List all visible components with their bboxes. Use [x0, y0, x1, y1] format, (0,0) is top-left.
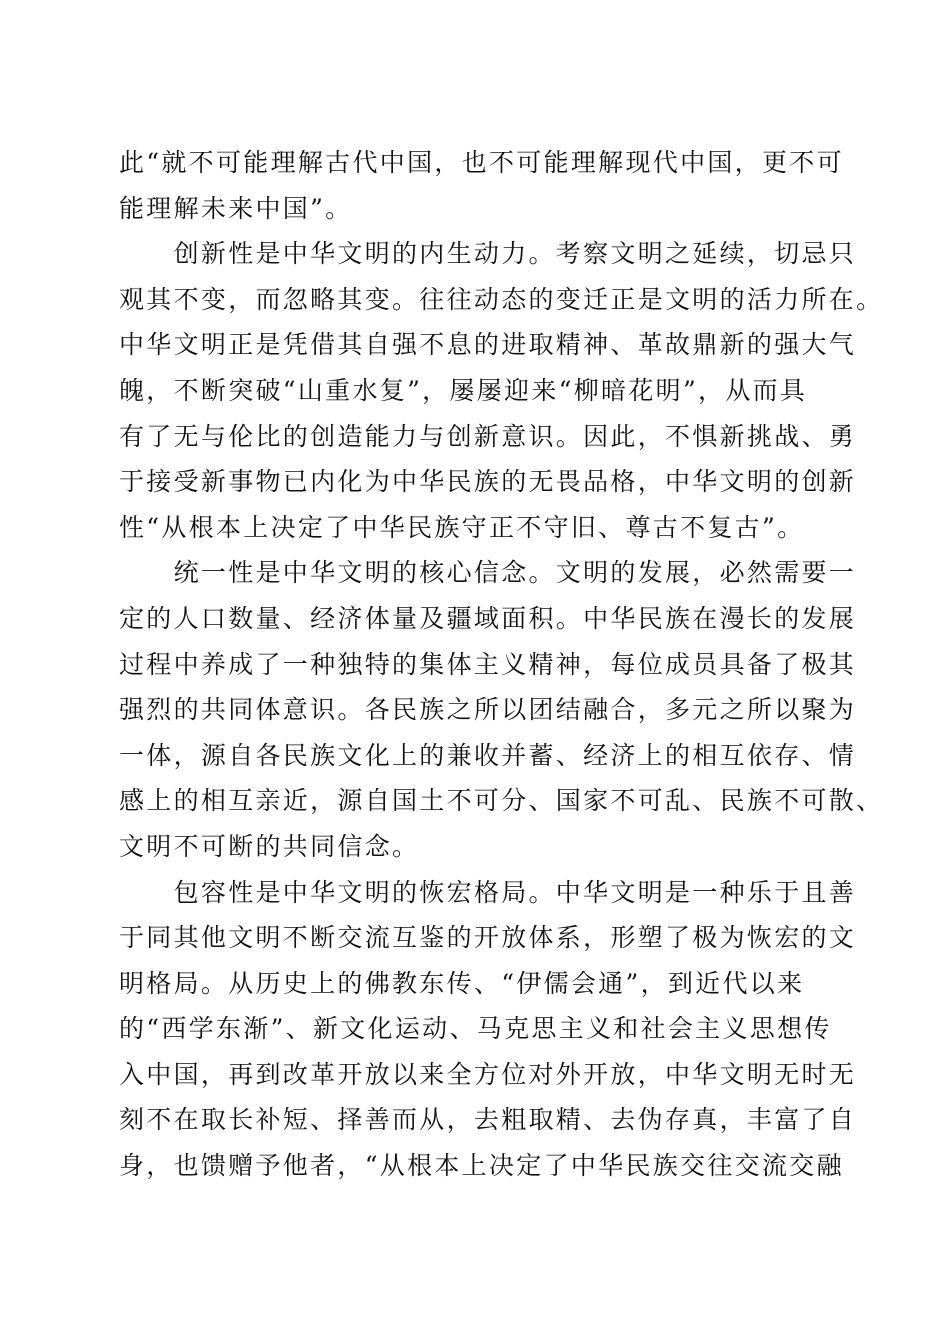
text-line: 中华文明正是凭借其自强不息的进取精神、革故鼎新的强大气 — [119, 330, 857, 360]
text-line: 明格局。从历史上的佛教东传、“伊儒会通”，到近代以来 — [119, 968, 805, 998]
text-line: 有了无与伦比的创造能力与创新意识。因此，不惧新挑战、勇 — [119, 421, 857, 451]
text-line: 入中国，再到改革开放以来全方位对外开放，中华文明无时无 — [119, 1059, 857, 1089]
text-line: 一体，源自各民族文化上的兼收并蓄、经济上的相互依存、情 — [119, 740, 857, 770]
body-text — [119, 140, 884, 1189]
text-line: 能理解未来中国”。 — [119, 193, 353, 223]
text-line: 于接受新事物已内化为中华民族的无畏品格，中华文明的创新 — [119, 467, 857, 497]
text-line: 强烈的共同体意识。各民族之所以团结融合，多元之所以聚为 — [119, 695, 857, 725]
text-line: 的“西学东渐”、新文化运动、马克思主义和社会主义思想传 — [119, 1014, 832, 1044]
text-line: 感上的相互亲近，源自国土不可分、国家不可乱、民族不可散、 — [119, 786, 884, 816]
text-line: 创新性是中华文明的内生动力。考察文明之延续，切忌只 — [119, 239, 857, 269]
text-line: 文明不可断的共同信念。 — [119, 831, 420, 861]
text-line: 刻不在取长补短、择善而从，去粗取精、去伪存真，丰富了自 — [119, 1105, 857, 1135]
text-line: 统一性是中华文明的核心信念。文明的发展，必然需要一 — [119, 558, 857, 588]
text-line: 性“从根本上决定了中华民族守正不守旧、尊古不复古”。 — [119, 512, 805, 542]
text-line: 身，也馈赠予他者，“从根本上决定了中华民族交往交流交融 — [119, 1151, 844, 1181]
text-line: 过程中养成了一种独特的集体主义精神，每位成员具备了极其 — [119, 649, 857, 679]
text-line: 定的人口数量、经济体量及疆域面积。中华民族在漫长的发展 — [119, 603, 857, 633]
text-line: 观其不变，而忽略其变。往往动态的变迁正是文明的活力所在。 — [119, 284, 884, 314]
text-line: 于同其他文明不断交流互鉴的开放体系，形塑了极为恢宏的文 — [119, 923, 857, 953]
text-line: 此“就不可能理解古代中国，也不可能理解现代中国，更不可 — [119, 148, 844, 177]
text-line: 魄，不断突破“山重水复”，屡屡迎来“柳暗花明”，从而具 — [119, 375, 808, 405]
text-line: 包容性是中华文明的恢宏格局。中华文明是一种乐于且善 — [119, 877, 857, 907]
